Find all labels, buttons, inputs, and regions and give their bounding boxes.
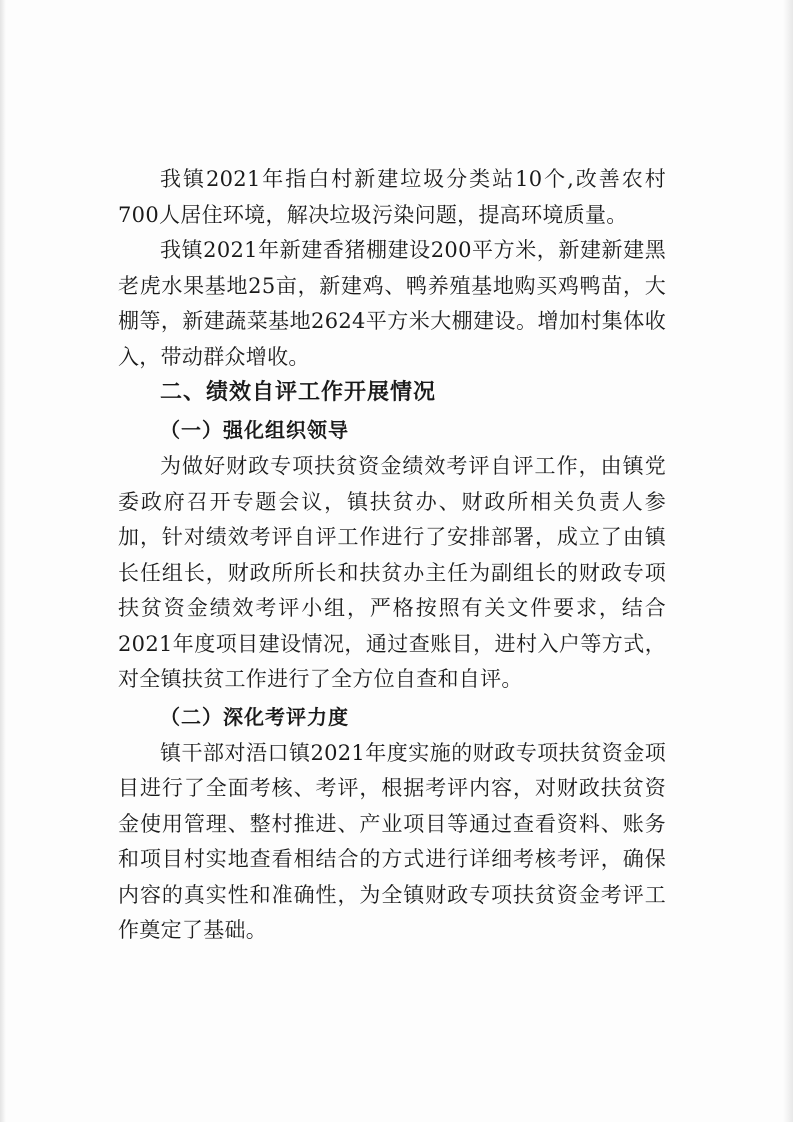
paragraph-agriculture-bases: 我镇2021年新建香猪棚建设200平方米，新建新建黑老虎水果基地25亩，新建鸡、鸭养殖基地购买鸡鸭苗，大棚等，新建蔬菜基地2624平方米大棚建设。增加村集体收入，带动群众增收。 — [118, 238, 666, 369]
subheading-organization-leadership: （一）强化组织领导 — [160, 418, 349, 442]
scan-edge-shadow-right — [783, 0, 793, 1122]
scan-edge-shadow-left — [0, 0, 6, 1122]
paragraph-organization-leadership: 为做好财政专项扶贫资金绩效考评自评工作，由镇党委政府召开专题会议，镇扶贫办、财政所相关负责人参加，针对绩效考评自评工作进行了安排部署，成立了由镇长任组长，财政所所长和扶贫办主任为副组长的财政专项扶贫资金绩效考评小组，严格按照有关文件要求，结合2021年度项目建设情况，通过查账目，进村入户等方式，对全镇扶贫工作进行了全方位自查和自评。 — [118, 454, 666, 691]
document-body — [118, 162, 666, 949]
paragraph-garbage-station: 我镇2021年指白村新建垃圾分类站10个,改善农村700人居住环境，解决垃圾污染问题，提高环境质量。 — [118, 167, 666, 227]
subheading-evaluation-intensity: （二）深化考评力度 — [160, 704, 349, 729]
section-heading-self-evaluation: 二、绩效自评工作开展情况 — [160, 380, 437, 405]
paragraph-evaluation-intensity: 镇干部对浯口镇2021年度实施的财政专项扶贫资金项目进行了全面考核、考评，根据考评内容，对财政扶贫资金使用管理、整村推进、产业项目等通过查看资料、账务和项目村实地查看相结合的方式进行详细考核考评，确保内容的真实性和准确性，为全镇财政专项扶贫资金考评工作奠定了基础。 — [118, 740, 666, 942]
